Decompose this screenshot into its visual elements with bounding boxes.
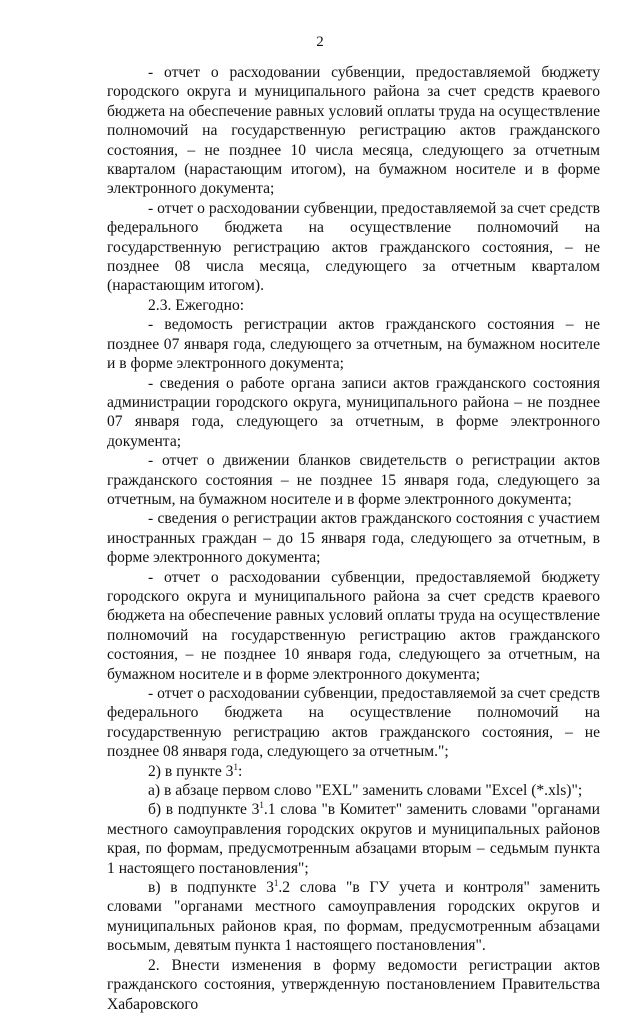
page-number: 2 (316, 34, 324, 50)
superscript-index: 1 (233, 761, 238, 772)
paragraph-annual-heading: 2.3. Ежегодно: (148, 296, 245, 314)
paragraph-subitem-v-text: в) в подпункте 3 (148, 879, 274, 897)
paragraph-subvention-report-quarterly: - отчет о расходовании субвенции, предоставляемой бюджету городского округа и муниципального района за счет средств краевого бюджета на обеспечение равных условий оплаты труда на осуществление полномочий на государственную регистрацию актов гражданского состояния, – не позднее 10 числа месяца, следующего за отчетным кварталом (нарастающим итогом), на бумажном носителе и в форме электронного документа; (107, 64, 600, 198)
paragraph-subitem-b-text: б) в подпункте 3 (148, 801, 260, 819)
paragraph-federal-subvention-report-annual: - отчет о расходовании субвенции, предоставляемой за счет средств федерального бюджета на осуществление полномочий на государственную регистрацию актов гражданского состояния, – не позднее 08 января года, следующего за отчетным."; (107, 685, 600, 761)
paragraph-subvention-report-annual: - отчет о расходовании субвенции, предоставляемой бюджету городского округа и муниципального района за счет средств краевого бюджета на обеспечение равных условий оплаты труда на осуществление полномочий на государственную регистрацию актов гражданского состояния, – не позднее 10 января года, следующего за отчетным, на бумажном носителе и в форме электронного документа; (107, 568, 600, 683)
paragraph-foreign-citizens-report: - сведения о регистрации актов гражданского состояния с участием иностранных граждан – до 15 января года, следующего за отчетным, в форме электронного документа; (107, 510, 600, 567)
paragraph-subitem-a: а) в абзаце первом слово "EXL" заменить словами "Excel (*.xls)"; (148, 782, 583, 800)
paragraph-federal-subvention-report-quarterly: - отчет о расходовании субвенции, предоставляемой за счет средств федерального бюджета на осуществление полномочий на государственную регистрацию актов гражданского состояния, – не позднее 08 числа месяца, следующего за отчетным кварталом (нарастающим итогом). (107, 199, 600, 295)
paragraph-registration-statement: - ведомость регистрации актов гражданского состояния – не позднее 07 января года, следующего за отчетным, на бумажном носителе и в форме электронного документа; (107, 316, 600, 373)
paragraph-registry-office-report: - сведения о работе органа записи актов гражданского состояния администрации городского округа, муниципального района – не позднее 07 января года, следующего за отчетным, в форме электронного документа; (107, 374, 600, 450)
paragraph-subitem-v-tail: .2 слова "в ГУ учета и контроля" заменить словами "органами местного самоуправления городских округов и муниципальных районов края, по формам, предусмотренным абзацами восьмым, девятым пункта 1 настоящего постановления". (107, 879, 600, 955)
paragraph-item-2-text: 2) в пункте 3 (148, 762, 234, 780)
paragraph-subitem-v (107, 878, 600, 956)
superscript-index: 1 (259, 800, 264, 811)
document-body (107, 63, 600, 1014)
superscript-index: 1 (273, 877, 279, 888)
paragraph-item-2 (107, 762, 600, 781)
paragraph-section-2: 2. Внести изменения в форму ведомости регистрации актов гражданского состояния, утвержденную постановлением Правительства Хабаровского (107, 956, 600, 1013)
paragraph-item-2-tail: : (237, 762, 243, 780)
paragraph-subitem-b (107, 800, 600, 878)
paragraph-certificate-forms-report: - отчет о движении бланков свидетельств о регистрации актов гражданского состояния – не позднее 15 января года, следующего за отчетным, на бумажном носителе и в форме электронного документа; (107, 452, 600, 508)
paragraph-subitem-b-tail: .1 слова "в Комитет" заменить словами "органами местного самоуправления городских округов и муниципальных районов края, по формам, предусмотренным абзацами вторым – седьмым пункта 1 настоящего постановления"; (107, 801, 600, 877)
